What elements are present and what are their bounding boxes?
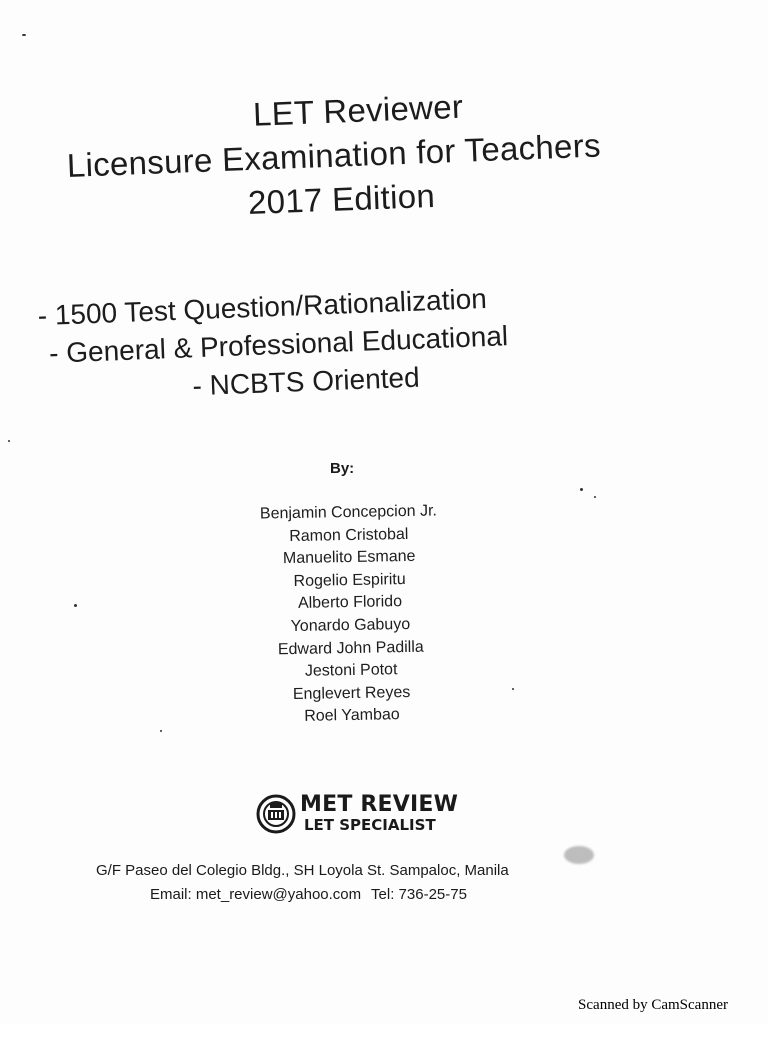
publisher-address: G/F Paseo del Colegio Bldg., SH Loyola St. Sampaloc, Manila: [96, 862, 509, 879]
author-name: Yonardo Gabuyo: [290, 615, 411, 636]
author-list: [198, 499, 502, 730]
title-line: 2017 Edition: [247, 176, 436, 222]
author-name: Ramon Cristobal: [289, 525, 409, 545]
title-line: Licensure Examination for Teachers: [66, 126, 602, 184]
publisher-contact: [150, 886, 473, 903]
publisher-logo: [256, 792, 486, 838]
author-name: Englevert Reyes: [292, 683, 411, 703]
author-name: Edward John Padilla: [277, 638, 424, 658]
publisher-tel: Tel: 736-25-75: [371, 886, 467, 903]
feature-list: [25, 273, 669, 411]
author-name: Rogelio Espiritu: [293, 570, 406, 590]
book-title: [0, 76, 692, 235]
author-name: Benjamin Concepcion Jr.: [259, 502, 438, 523]
met-review-emblem-icon: [256, 794, 296, 834]
author-name: Jestoni Potot: [304, 661, 398, 680]
publisher-email: Email: met_review@yahoo.com: [150, 886, 362, 903]
scanner-watermark: Scanned by CamScanner: [578, 997, 728, 1013]
feature-item: - General & Professional Educational: [48, 320, 509, 369]
feature-item: - 1500 Test Question/Rationalization: [37, 282, 488, 332]
by-label: By:: [330, 460, 355, 477]
logo-title: MET REVIEW: [300, 792, 459, 817]
feature-item: - NCBTS Oriented: [191, 361, 421, 402]
author-name: Roel Yambao: [304, 706, 400, 726]
title-line: LET Reviewer: [252, 87, 464, 133]
author-name: Alberto Florido: [297, 593, 403, 613]
logo-subtitle: LET SPECIALIST: [304, 816, 436, 834]
author-name: Manuelito Esmane: [282, 548, 416, 568]
